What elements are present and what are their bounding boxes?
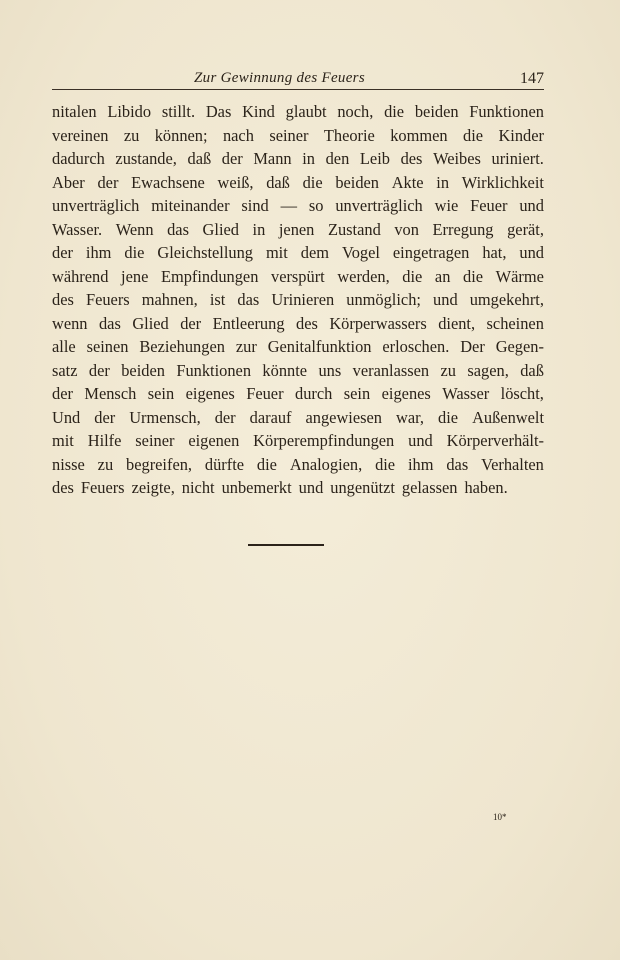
text-line: dadurch zustande, daß der Mann in den Leib des Weibes uriniert. [52, 149, 544, 168]
text-line: des Feuers zeigte, nicht unbemerkt und ungenützt gelassen haben. [52, 478, 508, 497]
text-line: alle seinen Beziehungen zur Genitalfunktion erloschen. Der Gegen- [52, 337, 544, 356]
body-text [52, 100, 544, 500]
header-rule [52, 89, 544, 90]
signature-mark: 10* [493, 812, 507, 822]
text-line: vereinen zu können; nach seiner Theorie kommen die Kinder [52, 125, 544, 145]
section-end-rule [248, 544, 324, 546]
text-line: nisse zu begreifen, dürfte die Analogien, die ihm das Verhalten [52, 454, 544, 474]
text-line: Aber der Ewachsene weiß, daß die beiden Akte in Wirklichkeit [52, 172, 544, 192]
text-line: Wasser. Wenn das Glied in jenen Zustand von Erregung gerät, [52, 219, 544, 239]
text-line: während jene Empfindungen verspürt werden, die an die Wärme [52, 266, 544, 286]
text-line: Und der Urmensch, der darauf angewiesen war, die Außenwelt [52, 407, 544, 427]
text-line: des Feuers mahnen, ist das Urinieren unmöglich; und umgekehrt, [52, 290, 544, 309]
text-line: nitalen Libido stillt. Das Kind glaubt noch, die beiden Funktionen [52, 102, 544, 121]
text-line: satz der beiden Funktionen könnte uns veranlassen zu sagen, daß [52, 360, 544, 380]
text-line: der ihm die Gleichstellung mit dem Vogel eingetragen hat, und [52, 243, 544, 262]
text-line: unverträglich miteinander sind — so unverträglich wie Feuer und [52, 196, 544, 215]
page-number: 147 [520, 70, 544, 87]
text-line: wenn das Glied der Entleerung des Körperwassers dient, scheinen [52, 313, 544, 333]
text-line: mit Hilfe seiner eigenen Körperempfindungen und Körperverhält- [52, 431, 544, 450]
running-head [52, 68, 544, 90]
text-line: der Mensch sein eigenes Feuer durch sein eigenes Wasser löscht, [52, 384, 544, 403]
running-title: Zur Gewinnung des Feuers [194, 70, 365, 86]
